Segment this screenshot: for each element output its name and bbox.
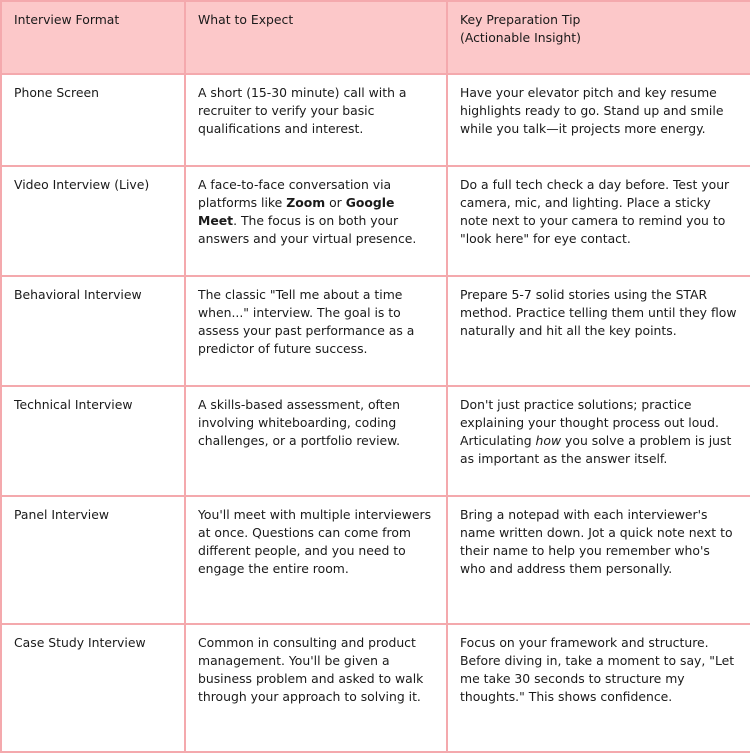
cell-expect: A face-to-face conversation via platforms like Zoom or Google Meet. The focus is on both your answers and your virtual presence. [185,166,447,276]
header-row [1,1,750,74]
table-row [1,166,750,276]
cell-tip: Bring a notepad with each interviewer's name written down. Jot a quick note next to their name to help you remember who's who and address them personally. [447,496,750,624]
cell-format: Behavioral Interview [1,276,185,386]
table-row [1,496,750,624]
cell-expect: Common in consulting and product management. You'll be given a business problem and asked to walk through your approach to solving it. [185,624,447,752]
google-meet-text: Google Meet [198,195,395,228]
emphasis-how: how [535,433,562,448]
cell-tip: Don't just practice solutions; practice explaining your thought process out loud. Articulating how you solve a problem is just as important as the answer itself. [447,386,750,496]
header-tip: Key Preparation Tip (Actionable Insight) [447,1,750,74]
cell-expect: A skills-based assessment, often involving whiteboarding, coding challenges, or a portfolio review. [185,386,447,496]
cell-expect: You'll meet with multiple interviewers at once. Questions can come from different people, and you need to engage the entire room. [185,496,447,624]
cell-tip: Prepare 5-7 solid stories using the STAR method. Practice telling them until they flow naturally and hit all the key points. [447,276,750,386]
table-row [1,386,750,496]
cell-tip: Do a full tech check a day before. Test your camera, mic, and lighting. Place a sticky note next to your camera to remind you to "look here" for eye contact. [447,166,750,276]
cell-format: Case Study Interview [1,624,185,752]
cell-expect: The classic "Tell me about a time when..." interview. The goal is to assess your past performance as a predictor of future success. [185,276,447,386]
table-row [1,276,750,386]
cell-format: Panel Interview [1,496,185,624]
cell-format: Technical Interview [1,386,185,496]
header-format: Interview Format [1,1,185,74]
table-row [1,624,750,752]
header-expect: What to Expect [185,1,447,74]
table-row [1,74,750,166]
cell-format: Video Interview (Live) [1,166,185,276]
cell-tip: Focus on your framework and structure. Before diving in, take a moment to say, "Let me take 30 seconds to structure my thoughts." This shows confidence. [447,624,750,752]
zoom-text: Zoom [286,195,326,210]
cell-format: Phone Screen [1,74,185,166]
cell-tip: Have your elevator pitch and key resume highlights ready to go. Stand up and smile while you talk—it projects more energy. [447,74,750,166]
cell-expect: A short (15-30 minute) call with a recruiter to verify your basic qualifications and interest. [185,74,447,166]
